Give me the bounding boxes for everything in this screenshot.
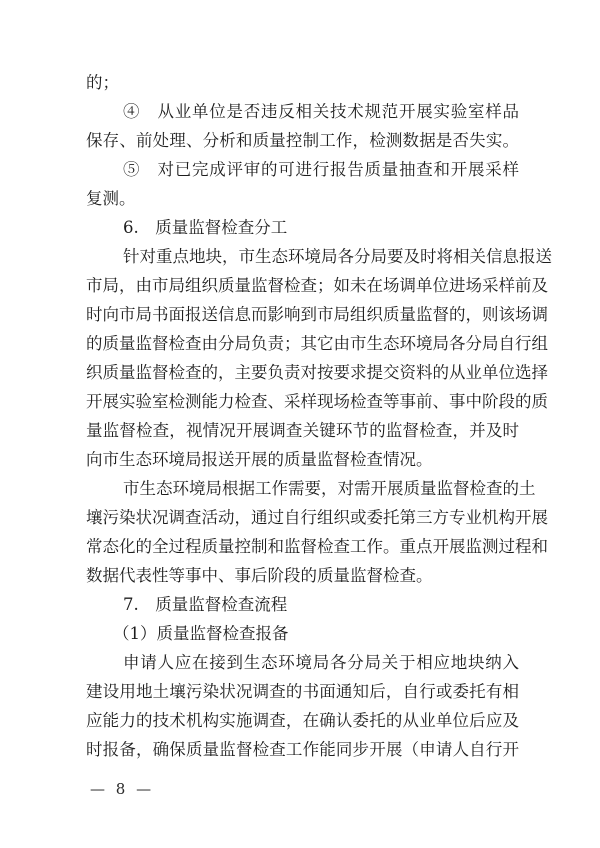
page-number: — 8 — <box>90 780 155 798</box>
document-body <box>86 68 552 764</box>
text-line: ⑤ 对已完成评审的可进行报告质量抽查和开展采样 <box>123 160 519 179</box>
text-line: 量监督检查，视情况开展调查关键环节的监督检查，并及时 <box>86 421 519 440</box>
text-line: 的质量监督检查由分局负责；其它由市生态环境局各分局自行组 <box>86 334 548 353</box>
text-line: 针对重点地块，市生态环境局各分局要及时将相关信息报送 <box>123 247 552 266</box>
text-line: 建设用地土壤污染状况调查的书面通知后，自行或委托有相 <box>86 682 519 701</box>
text-line: 申请人应在接到生态环境局各分局关于相应地块纳入 <box>123 653 519 672</box>
text-line: 的； <box>86 73 119 92</box>
text-line: 时向市局书面报送信息而影响到市局组织质量监督的，则该场调 <box>86 305 548 324</box>
text-line: 应能力的技术机构实施调查，在确认委托的从业单位后应及 <box>86 711 519 730</box>
text-line: 壤污染状况调查活动，通过自行组织或委托第三方专业机构开展 <box>86 508 548 527</box>
text-line: 常态化的全过程质量控制和监督检查工作。重点开展监测过程和 <box>86 537 548 556</box>
text-line: 保存、前处理、分析和质量控制工作，检测数据是否失实。 <box>86 131 519 150</box>
text-line: 6. 质量监督检查分工 <box>123 218 288 237</box>
text-line: 7. 质量监督检查流程 <box>123 595 288 614</box>
text-line: 数据代表性等事中、事后阶段的质量监督检查。 <box>86 566 433 585</box>
text-line: 开展实验室检测能力检查、采样现场检查等事前、事中阶段的质 <box>86 392 548 411</box>
text-line: （1）质量监督检查报备 <box>113 624 289 643</box>
text-line: 复测。 <box>86 189 136 208</box>
text-line: 向市生态环境局报送开展的质量监督检查情况。 <box>86 450 433 469</box>
text-line: 织质量监督检查的，主要负责对按要求提交资料的从业单位选择 <box>86 363 548 382</box>
text-line: 市生态环境局根据工作需要，对需开展质量监督检查的土 <box>123 479 536 498</box>
text-line: ④ 从业单位是否违反相关技术规范开展实验室样品 <box>123 102 519 121</box>
text-line: 市局，由市局组织质量监督检查；如未在场调单位进场采样前及 <box>86 276 548 295</box>
text-line: 时报备，确保质量监督检查工作能同步开展（申请人自行开 <box>86 740 519 759</box>
